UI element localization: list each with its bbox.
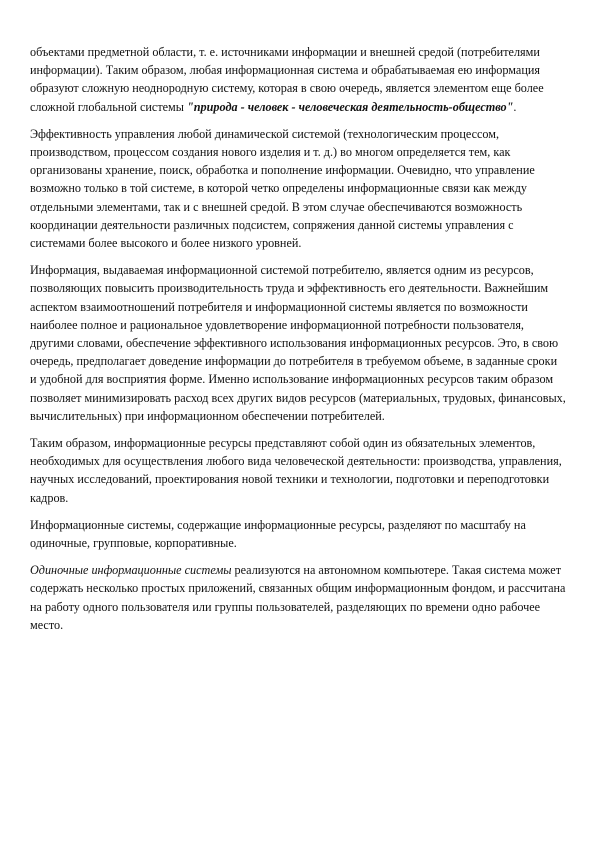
document-page	[30, 43, 566, 643]
paragraph-4: Таким образом, информационные ресурсы представляют собой один из обязательных элементов, необходимых для осуществления любого вида человеческой деятельности: производства, управления, научных исследований, проектирования новой техники и технологии, подготовки и переподготовки кадров.	[30, 436, 562, 505]
paragraph-1-emphasis: "природа - человек - человеческая деятельность-общество"	[187, 99, 514, 114]
paragraph-1-text: объектами предметной области, т. е. источниками информации и внешней средой (потребителями информации). Таким образом, любая информационная система и обрабатываемая ею информация образуют сложную неоднородную систему, которая в свою очередь, является элементом еще более сложной глобальной системы	[30, 45, 544, 114]
paragraph-6-lead: Одиночные информационные системы	[30, 563, 232, 578]
paragraph-1-tail: .	[513, 99, 517, 114]
paragraph-2: Эффективность управления любой динамической системой (технологическим процессом, производством, процессом создания нового изделия и т. д.) во многом определяется тем, как организованы хранение, поиск, обработка и пополнение информации. Очевидно, что управление возможно только в той системе, в которой четко определены информационные связи как между отдельными элементами, так и с внешней средой. В этом случае обеспечиваются возможность координации деятельности различных подсистем, сопряжения данной системы управления с системами более высокого и более низкого уровней.	[30, 126, 535, 251]
paragraph-5: Информационные системы, содержащие информационные ресурсы, разделяют по масштабу на одиночные, групповые, корпоративные.	[30, 517, 526, 551]
paragraph-6	[30, 561, 566, 634]
paragraph-6-text: реализуются на автономном компьютере. Такая система может содержать несколько простых приложений, связанных общим информационным фондом, и рассчитана на работу одного пользователя или группы пользователей, разделяющих по времени одно рабочее место.	[30, 563, 566, 632]
paragraph-1	[30, 43, 566, 116]
paragraph-3: Информация, выдаваемая информационной системой потребителю, является одним из ресурсов, позволяющих повысить производительность труда и эффективность его деятельности. Важнейшим аспектом взаимоотношений потребителя и информационной системы является по возможности наиболее полное и рациональное удовлетворение информационной потребности пользователя, другими словами, обеспечение эффективного использования информационных ресурсов. Это, в свою очередь, предполагает доведение информации до потребителя в требуемом объеме, в заданные сроки и удобной для восприятия форме. Именно использование информационных ресурсов таким образом позволяет минимизировать расход всех других видов ресурсов (материальных, трудовых, финансовых, вычислительных) при информационном обеспечении потребителей.	[30, 263, 566, 423]
